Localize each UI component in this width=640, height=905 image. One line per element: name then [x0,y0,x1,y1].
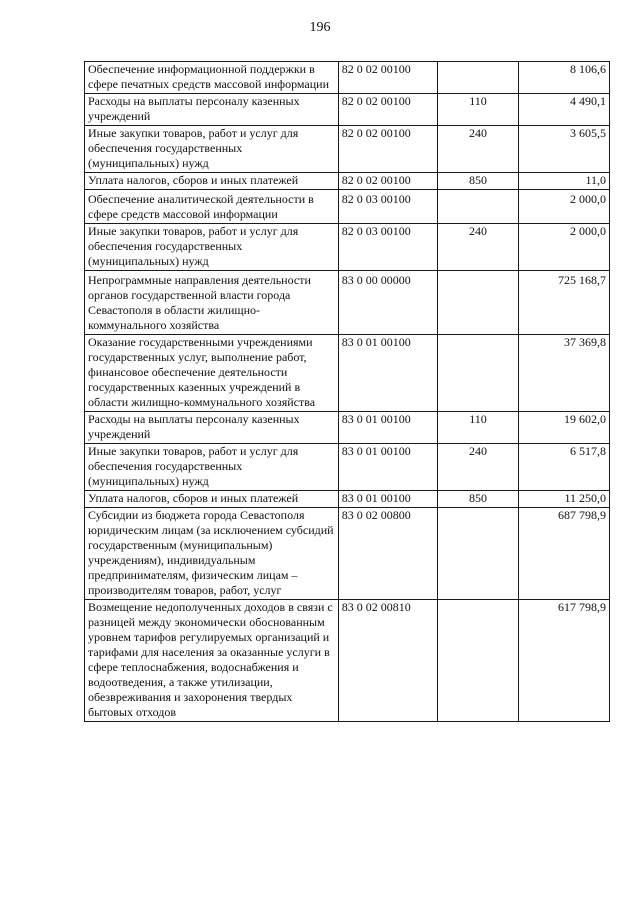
row-type-cell: 110 [437,94,518,126]
table-row [85,94,610,126]
row-amount-cell: 37 369,8 [519,335,610,412]
row-code-cell: 83 0 01 00100 [338,412,437,444]
table-row [85,173,610,190]
row-type-cell: 240 [437,126,518,173]
row-name-cell: Оказание государственными учреждениями государственных услуг, выполнение работ, финансовое обеспечение деятельности государственных казенных учреждений в области жилищно-коммунального хозяйства [85,335,339,412]
row-code-cell: 83 0 01 00100 [338,444,437,491]
row-name-cell: Возмещение недополученных доходов в связи с разницей между экономически обоснованным уровнем тарифов регулируемых организаций и тарифами для населения за оказанные услуги в сфере теплоснабжения, водоснабжения и водоотведения, а также утилизации, обезвреживания и захоронения твердых бытовых отходов [85,600,339,722]
row-type-cell [437,335,518,412]
row-type-cell [437,271,518,335]
table-row [85,508,610,600]
row-type-cell: 850 [437,491,518,508]
row-code-cell: 83 0 01 00100 [338,335,437,412]
row-amount-cell: 2 000,0 [519,224,610,271]
row-code-cell: 82 0 02 00100 [338,94,437,126]
table-row [85,224,610,271]
row-amount-cell: 2 000,0 [519,190,610,224]
table-row [85,412,610,444]
row-code-cell: 82 0 02 00100 [338,62,437,94]
row-amount-cell: 617 798,9 [519,600,610,722]
row-name-cell: Иные закупки товаров, работ и услуг для обеспечения государственных (муниципальных) нужд [85,444,339,491]
row-name-cell: Обеспечение аналитической деятельности в сфере средств массовой информации [85,190,339,224]
row-code-cell: 82 0 02 00100 [338,173,437,190]
table-row [85,335,610,412]
row-type-cell: 850 [437,173,518,190]
row-type-cell [437,62,518,94]
row-amount-cell: 19 602,0 [519,412,610,444]
row-name-cell: Обеспечение информационной поддержки в сфере печатных средств массовой информации [85,62,339,94]
row-name-cell: Иные закупки товаров, работ и услуг для обеспечения государственных (муниципальных) нужд [85,224,339,271]
row-type-cell: 240 [437,224,518,271]
row-code-cell: 83 0 00 00000 [338,271,437,335]
row-type-cell [437,508,518,600]
row-amount-cell: 3 605,5 [519,126,610,173]
row-type-cell [437,600,518,722]
row-amount-cell: 725 168,7 [519,271,610,335]
row-code-cell: 83 0 02 00810 [338,600,437,722]
row-code-cell: 82 0 02 00100 [338,126,437,173]
row-code-cell: 82 0 03 00100 [338,224,437,271]
row-code-cell: 82 0 03 00100 [338,190,437,224]
row-name-cell: Расходы на выплаты персоналу казенных учреждений [85,412,339,444]
row-name-cell: Субсидии из бюджета города Севастополя юридическим лицам (за исключением субсидий государственным (муниципальным) учреждениям), индивидуальным предпринимателям, физическим лицам – производителям товаров, работ, услуг [85,508,339,600]
table-row [85,190,610,224]
row-type-cell: 240 [437,444,518,491]
row-amount-cell: 687 798,9 [519,508,610,600]
table-row [85,271,610,335]
row-amount-cell: 4 490,1 [519,94,610,126]
row-amount-cell: 8 106,6 [519,62,610,94]
table-row [85,126,610,173]
row-code-cell: 83 0 02 00800 [338,508,437,600]
table-row [85,62,610,94]
table-row [85,444,610,491]
page-number: 196 [309,20,331,35]
row-name-cell: Уплата налогов, сборов и иных платежей [85,173,339,190]
table-row [85,600,610,722]
row-name-cell: Непрограммные направления деятельности органов государственной власти города Севастополя в области жилищно-коммунального хозяйства [85,271,339,335]
row-type-cell [437,190,518,224]
row-code-cell: 83 0 01 00100 [338,491,437,508]
row-type-cell: 110 [437,412,518,444]
row-amount-cell: 11 250,0 [519,491,610,508]
row-amount-cell: 11,0 [519,173,610,190]
row-name-cell: Уплата налогов, сборов и иных платежей [85,491,339,508]
row-amount-cell: 6 517,8 [519,444,610,491]
row-name-cell: Иные закупки товаров, работ и услуг для обеспечения государственных (муниципальных) нужд [85,126,339,173]
budget-table-body [85,62,610,722]
table-row [85,491,610,508]
row-name-cell: Расходы на выплаты персоналу казенных учреждений [85,94,339,126]
budget-table [84,61,610,722]
